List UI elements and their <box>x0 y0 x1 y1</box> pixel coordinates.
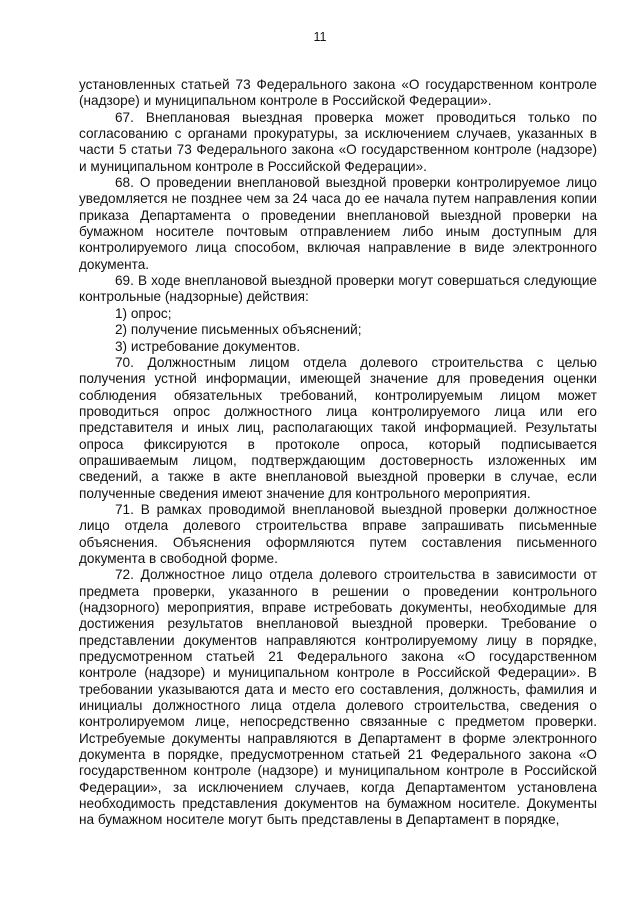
page-number: 11 <box>313 30 327 44</box>
document-body <box>79 77 597 829</box>
paragraph-71: 71. В рамках проводимой внеплановой выездной проверки должностное лицо отдела долевого строительства вправе запрашивать письменные объяснения. Объяснения оформляются путем составления письменного документа в свободной форме. <box>79 501 597 566</box>
paragraph-72: 72. Должностное лицо отдела долевого строительства в зависимости от предмета проверки, указанного в решении о проведении контрольного (надзорного) мероприятия, вправе истребовать документы, необходимые для достижения результатов внеплановой выездной проверки. Требование о представлении документов направляются контролируемому лицу в порядке, предусмотренном статьей 21 Федерального закона «О государственном контроле (надзоре) и муниципальном контроле в Российской Федерации». В требовании указываются дата и место его составления, должность, фамилия и инициалы должностного лица отдела долевого строительства, сведения о контролируемом лице, непосредственно связанные с предметом проверки. Истребуемые документы направляются в Департамент в форме электронного документа в порядке, предусмотренном статьей 21 Федерального закона «О государственном контроле (надзоре) и муниципальном контроле в Российской Федерации», за исключением случаев, когда Департаментом установлена необходимость представления документов на бумажном носителе. Документы на бумажном носителе могут быть представлены в Департамент в порядке, <box>79 567 597 828</box>
list-item-3: 3) истребование документов. <box>115 338 301 354</box>
list-item-1: 1) опрос; <box>115 305 172 321</box>
list-item-2: 2) получение письменных объяснений; <box>115 322 362 338</box>
paragraph-67: 67. Внеплановая выездная проверка может проводиться только по согласованию с органами прокуратуры, за исключением случаев, указанных в части 5 статьи 73 Федерального закона «О государственном контроле (надзоре) и муниципальном контроле в Российской Федерации». <box>79 109 597 174</box>
paragraph-continuation: установленных статьей 73 Федерального закона «О государственном контроле (надзоре) и муниципальном контроле в Российской Федерации». <box>79 77 597 109</box>
paragraph-70: 70. Должностным лицом отдела долевого строительства с целью получения устной информации, имеющей значение для проведения оценки соблюдения обязательных требований, контролируемым лицом может проводиться опрос должностного лица контролируемого лица или его представителя и иных лиц, располагающих такой информацией. Результаты опроса фиксируются в протоколе опроса, который подписывается опрашиваемым лицом, подтверждающим достоверность изложенных им сведений, а также в акте внеплановой выездной проверки в случае, если полученные сведения имеют значение для контрольного мероприятия. <box>79 354 597 501</box>
paragraph-68: 68. О проведении внеплановой выездной проверки контролируемое лицо уведомляется не позднее чем за 24 часа до ее начала путем направления копии приказа Департамента о проведении внеплановой выездной проверки на бумажном носителе почтовым отправлением либо иным доступным для контролируемого лица способом, включая направление в виде электронного документа. <box>79 175 597 272</box>
paragraph-69: 69. В ходе внеплановой выездной проверки могут совершаться следующие контрольные (надзорные) действия: <box>79 273 597 305</box>
